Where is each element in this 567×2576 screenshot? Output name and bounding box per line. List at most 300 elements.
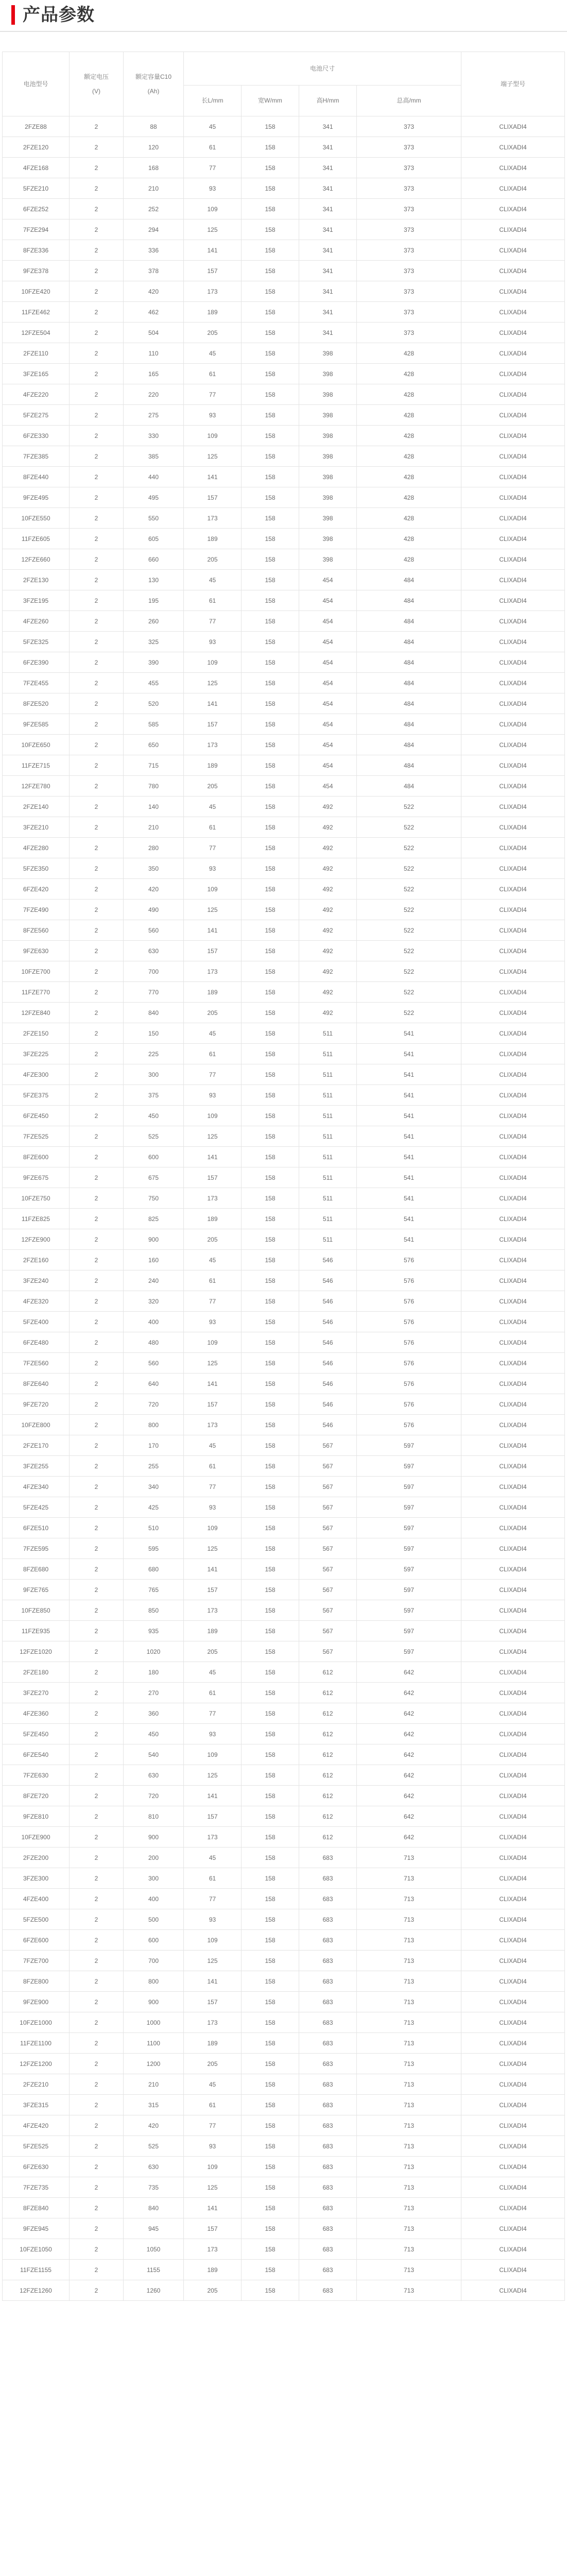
cell-height: 341: [299, 158, 357, 178]
cell-length: 61: [184, 137, 242, 158]
table-row: [3, 1085, 565, 1106]
cell-terminal: CLIXADI4: [461, 2012, 565, 2033]
cell-model: 7FZE490: [3, 900, 70, 920]
cell-capacity: 300: [124, 1868, 184, 1889]
cell-total-height: 642: [357, 1683, 461, 1703]
table-row: [3, 364, 565, 384]
cell-length: 141: [184, 1147, 242, 1167]
cell-total-height: 576: [357, 1270, 461, 1291]
cell-total-height: 373: [357, 281, 461, 302]
cell-capacity: 490: [124, 900, 184, 920]
cell-capacity: 770: [124, 982, 184, 1003]
cell-width: 158: [242, 1930, 299, 1951]
cell-capacity: 1260: [124, 2280, 184, 2301]
table-row: [3, 1332, 565, 1353]
cell-width: 158: [242, 1848, 299, 1868]
cell-voltage: 2: [70, 1497, 124, 1518]
cell-height: 683: [299, 2115, 357, 2136]
cell-total-height: 713: [357, 2177, 461, 2198]
cell-total-height: 642: [357, 1765, 461, 1786]
cell-length: 189: [184, 302, 242, 323]
table-row: [3, 1415, 565, 1435]
cell-total-height: 597: [357, 1497, 461, 1518]
cell-model: 8FZE640: [3, 1374, 70, 1394]
cell-length: 205: [184, 2280, 242, 2301]
cell-length: 109: [184, 652, 242, 673]
table-row: [3, 1806, 565, 1827]
cell-model: 2FZE120: [3, 137, 70, 158]
cell-model: 2FZE170: [3, 1435, 70, 1456]
cell-model: 5FZE275: [3, 405, 70, 426]
cell-voltage: 2: [70, 879, 124, 900]
cell-width: 158: [242, 1765, 299, 1786]
cell-capacity: 935: [124, 1621, 184, 1641]
cell-total-height: 522: [357, 961, 461, 982]
cell-length: 205: [184, 323, 242, 343]
cell-total-height: 428: [357, 508, 461, 529]
cell-width: 158: [242, 838, 299, 858]
cell-terminal: CLIXADI4: [461, 838, 565, 858]
cell-length: 157: [184, 1580, 242, 1600]
cell-length: 141: [184, 1786, 242, 1806]
cell-total-height: 713: [357, 2115, 461, 2136]
cell-model: 3FZE270: [3, 1683, 70, 1703]
table-row: [3, 1889, 565, 1909]
cell-width: 158: [242, 1827, 299, 1848]
table-row: [3, 2280, 565, 2301]
cell-width: 158: [242, 879, 299, 900]
cell-model: 7FZE735: [3, 2177, 70, 2198]
cell-capacity: 320: [124, 1291, 184, 1312]
cell-terminal: CLIXADI4: [461, 199, 565, 219]
header-capacity-title: 额定容量C10: [135, 73, 171, 80]
table-row: [3, 735, 565, 755]
cell-terminal: CLIXADI4: [461, 2260, 565, 2280]
cell-terminal: CLIXADI4: [461, 116, 565, 137]
cell-length: 141: [184, 467, 242, 487]
cell-total-height: 522: [357, 796, 461, 817]
cell-total-height: 642: [357, 1703, 461, 1724]
cell-capacity: 240: [124, 1270, 184, 1291]
cell-voltage: 2: [70, 1868, 124, 1889]
table-row: [3, 961, 565, 982]
table-row: [3, 2074, 565, 2095]
cell-total-height: 428: [357, 529, 461, 549]
table-row: [3, 1662, 565, 1683]
cell-total-height: 713: [357, 1992, 461, 2012]
cell-height: 567: [299, 1559, 357, 1580]
cell-voltage: 2: [70, 446, 124, 467]
cell-model: 3FZE210: [3, 817, 70, 838]
cell-height: 546: [299, 1353, 357, 1374]
table-row: [3, 1765, 565, 1786]
cell-height: 683: [299, 2280, 357, 2301]
cell-capacity: 462: [124, 302, 184, 323]
cell-height: 546: [299, 1415, 357, 1435]
table-row: [3, 652, 565, 673]
cell-length: 157: [184, 1992, 242, 2012]
table-row: [3, 1064, 565, 1085]
cell-total-height: 373: [357, 219, 461, 240]
cell-length: 173: [184, 281, 242, 302]
table-row: [3, 1353, 565, 1374]
cell-width: 158: [242, 2095, 299, 2115]
cell-model: 2FZE88: [3, 116, 70, 137]
cell-terminal: CLIXADI4: [461, 2136, 565, 2157]
cell-width: 158: [242, 549, 299, 570]
cell-voltage: 2: [70, 2157, 124, 2177]
cell-terminal: CLIXADI4: [461, 1806, 565, 1827]
cell-length: 77: [184, 1064, 242, 1085]
cell-capacity: 480: [124, 1332, 184, 1353]
cell-terminal: CLIXADI4: [461, 1188, 565, 1209]
cell-voltage: 2: [70, 693, 124, 714]
cell-model: 6FZE252: [3, 199, 70, 219]
cell-capacity: 168: [124, 158, 184, 178]
cell-terminal: CLIXADI4: [461, 2280, 565, 2301]
cell-terminal: CLIXADI4: [461, 1394, 565, 1415]
cell-capacity: 270: [124, 1683, 184, 1703]
cell-model: 7FZE595: [3, 1538, 70, 1559]
cell-terminal: CLIXADI4: [461, 920, 565, 941]
cell-capacity: 1200: [124, 2054, 184, 2074]
table-row: [3, 1621, 565, 1641]
cell-capacity: 500: [124, 1909, 184, 1930]
cell-width: 158: [242, 1394, 299, 1415]
cell-terminal: CLIXADI4: [461, 2054, 565, 2074]
cell-voltage: 2: [70, 2239, 124, 2260]
cell-total-height: 522: [357, 941, 461, 961]
cell-model: 7FZE630: [3, 1765, 70, 1786]
cell-capacity: 378: [124, 261, 184, 281]
cell-width: 158: [242, 1786, 299, 1806]
cell-length: 141: [184, 693, 242, 714]
cell-length: 61: [184, 1868, 242, 1889]
cell-width: 158: [242, 1106, 299, 1126]
cell-terminal: CLIXADI4: [461, 2095, 565, 2115]
cell-width: 158: [242, 1744, 299, 1765]
cell-capacity: 825: [124, 1209, 184, 1229]
cell-voltage: 2: [70, 920, 124, 941]
cell-height: 341: [299, 240, 357, 261]
cell-model: 4FZE168: [3, 158, 70, 178]
cell-height: 398: [299, 426, 357, 446]
cell-length: 77: [184, 1889, 242, 1909]
cell-total-height: 484: [357, 632, 461, 652]
table-row: [3, 1250, 565, 1270]
cell-width: 158: [242, 281, 299, 302]
table-row: [3, 1477, 565, 1497]
cell-model: 6FZE330: [3, 426, 70, 446]
cell-voltage: 2: [70, 1332, 124, 1353]
cell-model: 5FZE500: [3, 1909, 70, 1930]
cell-height: 492: [299, 900, 357, 920]
cell-height: 683: [299, 2198, 357, 2218]
cell-capacity: 220: [124, 384, 184, 405]
cell-height: 492: [299, 817, 357, 838]
cell-terminal: CLIXADI4: [461, 1477, 565, 1497]
cell-model: 11FZE605: [3, 529, 70, 549]
header-model: 电池型号: [3, 52, 70, 116]
cell-voltage: 2: [70, 1641, 124, 1662]
table-row: [3, 426, 565, 446]
cell-model: 6FZE540: [3, 1744, 70, 1765]
cell-height: 612: [299, 1786, 357, 1806]
cell-voltage: 2: [70, 1848, 124, 1868]
cell-model: 4FZE340: [3, 1477, 70, 1497]
cell-terminal: CLIXADI4: [461, 1106, 565, 1126]
cell-length: 45: [184, 1435, 242, 1456]
cell-model: 6FZE600: [3, 1930, 70, 1951]
cell-length: 125: [184, 900, 242, 920]
table-row: [3, 1456, 565, 1477]
cell-model: 9FZE720: [3, 1394, 70, 1415]
cell-width: 158: [242, 508, 299, 529]
cell-width: 158: [242, 2074, 299, 2095]
cell-capacity: 525: [124, 1126, 184, 1147]
cell-width: 158: [242, 1250, 299, 1270]
cell-capacity: 660: [124, 549, 184, 570]
cell-voltage: 2: [70, 487, 124, 508]
cell-capacity: 330: [124, 426, 184, 446]
cell-length: 61: [184, 2095, 242, 2115]
cell-length: 125: [184, 1538, 242, 1559]
cell-width: 158: [242, 343, 299, 364]
cell-height: 567: [299, 1477, 357, 1497]
cell-terminal: CLIXADI4: [461, 1641, 565, 1662]
cell-model: 6FZE630: [3, 2157, 70, 2177]
cell-total-height: 373: [357, 302, 461, 323]
cell-model: 11FZE1155: [3, 2260, 70, 2280]
cell-capacity: 110: [124, 343, 184, 364]
cell-height: 567: [299, 1538, 357, 1559]
cell-model: 5FZE400: [3, 1312, 70, 1332]
cell-terminal: CLIXADI4: [461, 1270, 565, 1291]
table-row: [3, 900, 565, 920]
header-total-height: 总高/mm: [357, 85, 461, 116]
cell-length: 61: [184, 364, 242, 384]
cell-length: 205: [184, 1641, 242, 1662]
cell-voltage: 2: [70, 426, 124, 446]
cell-width: 158: [242, 1188, 299, 1209]
cell-length: 77: [184, 384, 242, 405]
cell-total-height: 597: [357, 1456, 461, 1477]
cell-height: 454: [299, 735, 357, 755]
cell-capacity: 280: [124, 838, 184, 858]
cell-width: 158: [242, 858, 299, 879]
table-row: [3, 1683, 565, 1703]
cell-terminal: CLIXADI4: [461, 1456, 565, 1477]
header-divider: [0, 31, 567, 32]
cell-width: 158: [242, 2218, 299, 2239]
cell-total-height: 576: [357, 1332, 461, 1353]
cell-length: 61: [184, 1456, 242, 1477]
cell-capacity: 605: [124, 529, 184, 549]
cell-length: 189: [184, 982, 242, 1003]
cell-terminal: CLIXADI4: [461, 240, 565, 261]
cell-capacity: 900: [124, 1229, 184, 1250]
cell-model: 5FZE525: [3, 2136, 70, 2157]
cell-terminal: CLIXADI4: [461, 570, 565, 590]
cell-width: 158: [242, 1889, 299, 1909]
cell-capacity: 140: [124, 796, 184, 817]
cell-model: 6FZE420: [3, 879, 70, 900]
cell-width: 158: [242, 137, 299, 158]
cell-terminal: CLIXADI4: [461, 673, 565, 693]
cell-height: 492: [299, 982, 357, 1003]
cell-terminal: CLIXADI4: [461, 858, 565, 879]
cell-capacity: 255: [124, 1456, 184, 1477]
cell-terminal: CLIXADI4: [461, 2218, 565, 2239]
cell-height: 567: [299, 1641, 357, 1662]
cell-total-height: 522: [357, 1003, 461, 1023]
cell-height: 511: [299, 1085, 357, 1106]
cell-width: 158: [242, 1559, 299, 1580]
table-row: [3, 1023, 565, 1044]
cell-capacity: 900: [124, 1992, 184, 2012]
cell-capacity: 170: [124, 1435, 184, 1456]
cell-width: 158: [242, 1374, 299, 1394]
cell-capacity: 400: [124, 1312, 184, 1332]
table-row: [3, 1167, 565, 1188]
cell-total-height: 373: [357, 178, 461, 199]
cell-width: 158: [242, 426, 299, 446]
cell-length: 173: [184, 1415, 242, 1435]
cell-length: 93: [184, 1085, 242, 1106]
cell-length: 157: [184, 1806, 242, 1827]
table-row: [3, 714, 565, 735]
table-row: [3, 1580, 565, 1600]
cell-capacity: 420: [124, 281, 184, 302]
table-row: [3, 1003, 565, 1023]
cell-total-height: 597: [357, 1600, 461, 1621]
cell-voltage: 2: [70, 611, 124, 632]
cell-height: 511: [299, 1167, 357, 1188]
cell-total-height: 713: [357, 1848, 461, 1868]
cell-height: 683: [299, 1930, 357, 1951]
table-row: [3, 570, 565, 590]
cell-model: 2FZE130: [3, 570, 70, 590]
cell-width: 158: [242, 1312, 299, 1332]
cell-capacity: 504: [124, 323, 184, 343]
table-row: [3, 1312, 565, 1332]
cell-voltage: 2: [70, 1085, 124, 1106]
cell-height: 492: [299, 941, 357, 961]
cell-voltage: 2: [70, 1786, 124, 1806]
cell-voltage: 2: [70, 755, 124, 776]
cell-terminal: CLIXADI4: [461, 1353, 565, 1374]
cell-width: 158: [242, 116, 299, 137]
cell-height: 398: [299, 508, 357, 529]
cell-capacity: 550: [124, 508, 184, 529]
cell-voltage: 2: [70, 1600, 124, 1621]
cell-length: 189: [184, 1209, 242, 1229]
cell-capacity: 640: [124, 1374, 184, 1394]
cell-length: 61: [184, 817, 242, 838]
cell-terminal: CLIXADI4: [461, 549, 565, 570]
cell-model: 12FZE900: [3, 1229, 70, 1250]
table-row: [3, 920, 565, 941]
cell-voltage: 2: [70, 508, 124, 529]
cell-total-height: 597: [357, 1538, 461, 1559]
table-row: [3, 1538, 565, 1559]
cell-capacity: 260: [124, 611, 184, 632]
cell-total-height: 541: [357, 1167, 461, 1188]
cell-height: 567: [299, 1497, 357, 1518]
cell-length: 93: [184, 858, 242, 879]
cell-voltage: 2: [70, 1270, 124, 1291]
cell-total-height: 484: [357, 590, 461, 611]
cell-length: 93: [184, 405, 242, 426]
cell-height: 492: [299, 920, 357, 941]
cell-width: 158: [242, 941, 299, 961]
cell-total-height: 713: [357, 2136, 461, 2157]
cell-voltage: 2: [70, 116, 124, 137]
cell-terminal: CLIXADI4: [461, 2074, 565, 2095]
cell-capacity: 350: [124, 858, 184, 879]
cell-height: 546: [299, 1250, 357, 1270]
cell-width: 158: [242, 961, 299, 982]
cell-capacity: 225: [124, 1044, 184, 1064]
cell-total-height: 373: [357, 116, 461, 137]
cell-capacity: 450: [124, 1106, 184, 1126]
table-header: [3, 52, 565, 116]
cell-length: 45: [184, 1023, 242, 1044]
cell-total-height: 522: [357, 982, 461, 1003]
cell-voltage: 2: [70, 858, 124, 879]
cell-total-height: 576: [357, 1415, 461, 1435]
table-row: [3, 632, 565, 652]
cell-model: 7FZE560: [3, 1353, 70, 1374]
cell-terminal: CLIXADI4: [461, 900, 565, 920]
table-row: [3, 446, 565, 467]
cell-total-height: 597: [357, 1580, 461, 1600]
table-row: [3, 2136, 565, 2157]
cell-terminal: CLIXADI4: [461, 632, 565, 652]
cell-length: 93: [184, 1497, 242, 1518]
cell-voltage: 2: [70, 1889, 124, 1909]
header-accent-bar: [11, 5, 15, 25]
cell-capacity: 1000: [124, 2012, 184, 2033]
cell-terminal: CLIXADI4: [461, 1724, 565, 1744]
cell-terminal: CLIXADI4: [461, 1291, 565, 1312]
cell-terminal: CLIXADI4: [461, 1765, 565, 1786]
cell-capacity: 735: [124, 2177, 184, 2198]
cell-model: 7FZE525: [3, 1126, 70, 1147]
cell-voltage: 2: [70, 1209, 124, 1229]
cell-model: 5FZE210: [3, 178, 70, 199]
cell-voltage: 2: [70, 900, 124, 920]
cell-voltage: 2: [70, 364, 124, 384]
table-row: [3, 1106, 565, 1126]
cell-voltage: 2: [70, 1518, 124, 1538]
cell-width: 158: [242, 2136, 299, 2157]
cell-width: 158: [242, 2115, 299, 2136]
cell-terminal: CLIXADI4: [461, 1971, 565, 1992]
cell-height: 454: [299, 673, 357, 693]
cell-height: 492: [299, 838, 357, 858]
header-width: 宽W/mm: [242, 85, 299, 116]
cell-height: 341: [299, 302, 357, 323]
cell-height: 683: [299, 1889, 357, 1909]
table-row: [3, 199, 565, 219]
cell-height: 683: [299, 2054, 357, 2074]
cell-model: 3FZE255: [3, 1456, 70, 1477]
cell-capacity: 520: [124, 693, 184, 714]
cell-total-height: 642: [357, 1724, 461, 1744]
cell-model: 4FZE220: [3, 384, 70, 405]
cell-model: 10FZE1050: [3, 2239, 70, 2260]
